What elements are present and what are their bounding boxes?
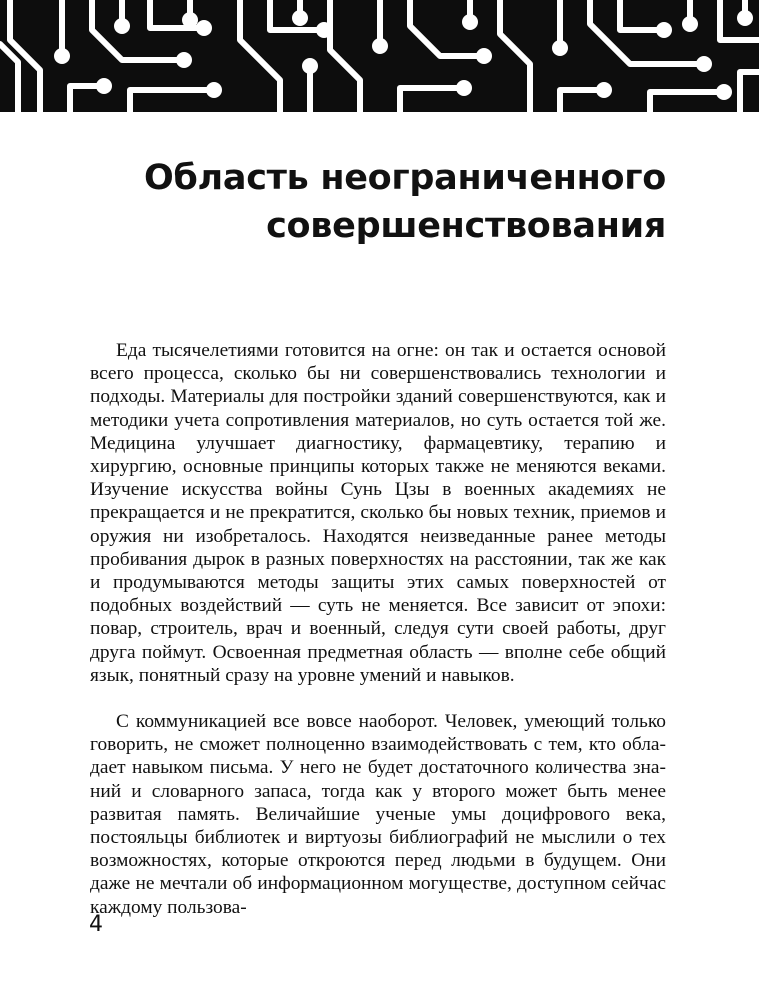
body-text bbox=[90, 339, 666, 942]
page-number: 4 bbox=[89, 912, 103, 937]
page-title bbox=[60, 154, 666, 250]
title-line: совершенствования bbox=[266, 206, 666, 246]
paragraph: Еда тысячелетиями готовится на огне: он так и остается основой всего процесса, сколько бы ни совершенствовались технологии и подходы. Материалы для постройки зданий совершенствуются, как и методики учета сопротивления материалов, но суть остается той же. Медицина улучшает диагностику, фармацевтику, терапию и хирургию, основные принципы которых также не меняются веками. Изучение искусства войны Сунь Цзы в военных академиях не прекращается и не прекратится, сколько бы новых техник, приемов и оружия ни изобреталось. Находятся неизведанные ранее методы пробивания дырок в разных поверхностях на расстоянии, так же как и продумываются методы защиты этих самых поверхностей от подобных воздействий — суть не меняется. Все зависит от эпохи: повар, строитель, врач и военный, следуя сути своей работы, друг друга поймут. Освоенная предметная область — вполне себе общий язык, понятный сразу на уровне умений и навыков. bbox=[90, 340, 666, 686]
paragraph: С коммуникацией все вовсе наоборот. Человек, умеющий только говорить, не сможет полноценно взаимодействовать с тем, кто обладает навыком письма. У него не будет достаточного количества знаний и словарного запаса, тогда как у второго может быть менее развитая память. Величайшие ученые умы доцифрового века, постояльцы библиотек и виртуозы библиографий не мыслили о тех возможностях, которые откроются перед людьми в будущем. Они даже не мечтали об информационном могуществе, доступном сейчас каждому пользова- bbox=[90, 711, 666, 918]
title-line: Область неограниченного bbox=[143, 158, 666, 198]
circuit-board-icon bbox=[0, 0, 759, 112]
